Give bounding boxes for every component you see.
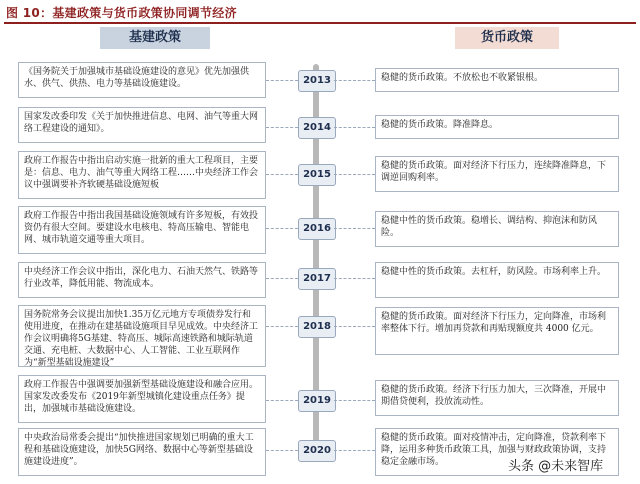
infrastructure-policy-2013: 《国务院关于加强城市基础设施建设的意见》优先加强供水、供气、供热、电力等基础设施建设。 (18, 62, 266, 98)
monetary-policy-2020: 稳健的货币政策。面对疫情冲击，定向降准，贷款利率下降，运用多种货币政策工具，加强与财政政策协调，支持稳定金融市场。 (375, 428, 619, 476)
right-connector (334, 127, 375, 129)
infrastructure-policy-2018: 国务院常务会议提出加快1.35万亿元地方专项债券发行和使用进度，在推动在建基础设施项目早见成效。中央经济工作会议明确将5G基建、特高压、城际高速铁路和城际轨道交通、充电桩、大数据中心、人工智能、工业互联网作为“新型基础设施建设” (18, 305, 266, 367)
monetary-policy-2013: 稳健的货币政策。不放松也不收紧银根。 (375, 68, 619, 92)
right-connector (334, 326, 375, 328)
right-connector (334, 228, 375, 230)
watermark-text: 头条 @未来智库 (505, 455, 606, 474)
left-connector (266, 400, 298, 402)
left-connector (266, 326, 298, 328)
infrastructure-policy-2016: 政府工作报告中指出我国基础设施领域有许多短板，有效投资仍有很大空间。要建设水电核电、特高压输电、智能电网、城市轨道交通等重大项目。 (18, 206, 266, 254)
infrastructure-policy-2015: 政府工作报告中指出启动实施一批新的重大工程项目，主要是：信息、电力、油气等重大网络工程……中央经济工作会议中强调要补齐软硬基础设施短板 (18, 151, 266, 199)
year-label-2013: 2013 (298, 70, 336, 92)
year-label-2020: 2020 (298, 440, 336, 462)
left-connector (266, 80, 298, 82)
infrastructure-policy-2014: 国家发改委印发《关于加快推进信息、电网、油气等重大网络工程建设的通知》。 (18, 107, 266, 143)
left-connector (266, 450, 298, 452)
monetary-policy-2016: 稳健中性的货币政策。稳增长、调结构、抑泡沫和防风险。 (375, 211, 619, 247)
year-label-2015: 2015 (298, 164, 336, 186)
infrastructure-policy-2019: 政府工作报告中强调要加强新型基础设施建设和融合应用。国家发改委发布《2019年新型城镇化建设重点任务》提出，加强城市基础设施建设。 (18, 375, 266, 423)
infrastructure-policy-2017: 中央经济工作会议中指出，深化电力、石油天然气、铁路等行业改革，降低用能、物流成本。 (18, 262, 266, 298)
title-rule (4, 22, 636, 24)
year-label-2016: 2016 (298, 218, 336, 240)
monetary-policy-2018: 稳健的货币政策。面对经济下行压力，定向降准，市场利率整体下行。增加再贷款和再贴现额度共 4000 亿元。 (375, 307, 619, 355)
right-connector (334, 450, 375, 452)
monetary-policy-2017: 稳健中性的货币政策。去杠杆，防风险。市场利率上升。 (375, 262, 619, 298)
right-connector (334, 400, 375, 402)
right-connector (334, 174, 375, 176)
monetary-policy-2019: 稳健的货币政策。经济下行压力加大，三次降准，开展中期借贷便利，投放流动性。 (375, 380, 619, 416)
left-connector (266, 278, 298, 280)
left-connector (266, 228, 298, 230)
right-connector (334, 278, 375, 280)
right-column-header: 货币政策 (455, 27, 559, 49)
figure-title: 图 10：基建政策与货币政策协同调节经济 (6, 6, 237, 20)
year-label-2017: 2017 (298, 268, 336, 290)
monetary-policy-2014: 稳健的货币政策。降准降息。 (375, 115, 619, 139)
left-column-header: 基建政策 (100, 27, 210, 49)
right-connector (334, 80, 375, 82)
left-connector (266, 127, 298, 129)
year-label-2014: 2014 (298, 117, 336, 139)
year-label-2019: 2019 (298, 390, 336, 412)
infrastructure-policy-2020: 中央政治局常委会提出“加快推进国家规划已明确的重大工程和基础设施建设，加快5G网络、数据中心等新型基础设施建设进度”。 (18, 428, 266, 476)
year-label-2018: 2018 (298, 316, 336, 338)
left-connector (266, 174, 298, 176)
monetary-policy-2015: 稳健的货币政策。面对经济下行压力，连续降准降息，下调逆回购利率。 (375, 156, 619, 192)
